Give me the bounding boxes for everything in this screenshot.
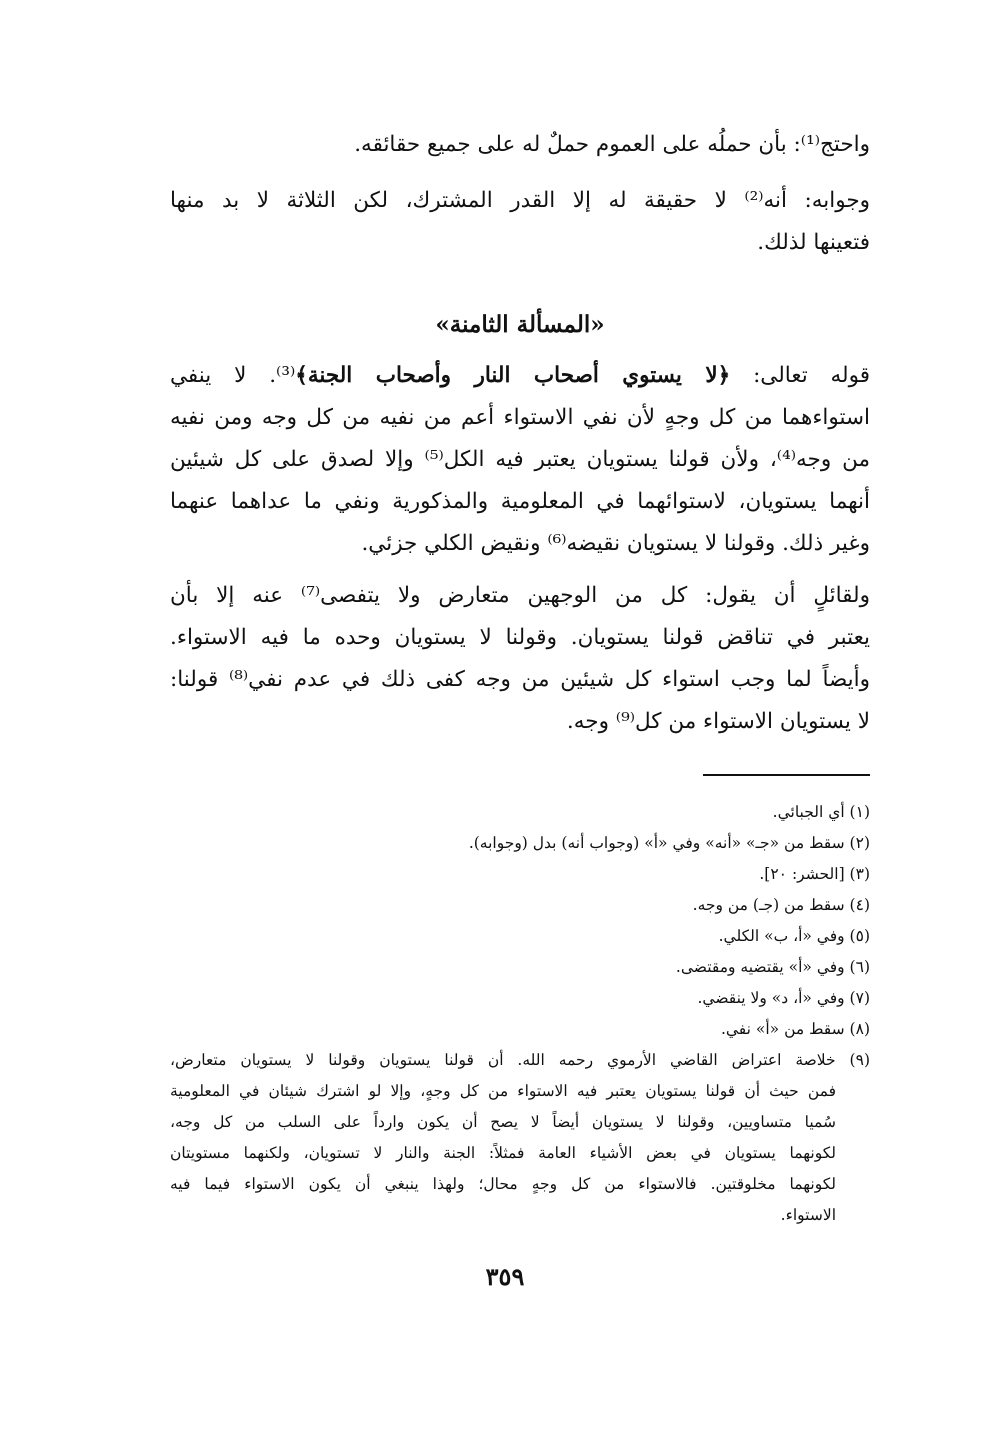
text-line: لا يستويان الاستواء من كل⁽⁹⁾ وجه.	[566, 709, 870, 734]
footnotes	[170, 797, 870, 1231]
footnote-6: (٦) وفي «أ» يقتضيه ومقتضى.	[675, 958, 870, 976]
quran-quote: ﴿لا يستوي أصحاب النار وأصحاب الجنة﴾	[295, 363, 731, 388]
text-line	[170, 355, 870, 397]
text-line: من وجه⁽⁴⁾، ولأن قولنا يستويان يعتبر فيه الكل⁽⁵⁾ وإلا لصدق على كل شيئين	[170, 447, 870, 472]
footnote-separator	[703, 774, 870, 776]
footnote-9-line: الاستواء.	[780, 1206, 836, 1224]
text-line: ولقائلٍ أن يقول: كل من الوجهين متعارض ولا يتفصى⁽⁷⁾ عنه إلا بأن	[170, 583, 870, 608]
page-number: ٣٥٩	[485, 1262, 525, 1291]
text-line: استواءهما من كل وجهٍ لأن نفي الاستواء أعم من نفيه من كل وجه ومن نفيه	[170, 405, 870, 430]
text-line: واحتج⁽¹⁾: بأن حملُه على العموم حملٌ له على جميع حقائقه.	[354, 132, 870, 157]
text-line: يعتبر في تناقض قولنا يستويان. وقولنا لا يستويان وحده ما فيه الاستواء.	[170, 625, 870, 650]
text-line: وجوابه: أنه⁽²⁾ لا حقيقة له إلا القدر المشترك، لكن الثلاثة لا بد منها	[170, 188, 870, 213]
footnote-3: (٣) [الحشر: ٢٠].	[759, 865, 870, 883]
footnote-7: (٧) وفي «أ، د» ولا ينقضي.	[697, 989, 870, 1007]
paragraph-rebuttal	[170, 575, 870, 743]
footnote-8: (٨) سقط من «أ» نفي.	[720, 1020, 870, 1038]
paragraph-verse	[170, 355, 870, 565]
footnote-9-line: فمن حيث أن قولنا يستويان يعتبر فيه الاستواء من كل وجهٍ، وإلا لو اشترك شيئان في المعلومية	[170, 1082, 836, 1100]
paragraph-objection	[170, 124, 870, 166]
text-line: وأيضاً لما وجب استواء كل شيئين من وجه كفى ذلك في عدم نفي⁽⁸⁾ قولنا:	[170, 667, 870, 692]
footnote-9-line: سُميا متساويين، وقولنا لا يستويان أيضاً لا يصح أن يكون وارداً على السلب من كل وجه،	[170, 1113, 836, 1131]
footnote-9-line: لكونهما يستويان في بعض الأشياء العامة فمثلاً: الجنة والنار لا تستويان، ولكنهما مستويتان	[170, 1144, 836, 1162]
text-line: فتعينها لذلك.	[757, 230, 870, 255]
verse-tail: ⁽³⁾. لا ينفي	[170, 363, 296, 388]
footnote-5: (٥) وفي «أ، ب» الكلي.	[718, 927, 870, 945]
paragraph-answer	[170, 180, 870, 264]
footnote-2: (٢) سقط من «جـ» «أنه» وفي «أ» (وجواب أنه) بدل (وجوابه).	[468, 834, 870, 852]
text-line: وغير ذلك. وقولنا لا يستويان نقيضه⁽⁶⁾ ونقيض الكلي جزئي.	[361, 531, 870, 556]
section-heading: «المسألة الثامنة»	[435, 311, 605, 338]
footnote-9-line: لكونهما مخلوقتين. فالاستواء من كل وجهٍ محال؛ ولهذا ينبغي أن يكون الاستواء فيما فيه	[170, 1175, 836, 1193]
footnote-4: (٤) سقط من (جـ) من وجه.	[692, 896, 870, 914]
footnote-1: (١) أي الجبائي.	[772, 803, 870, 821]
text-line: أنهما يستويان، لاستوائهما في المعلومية والمذكورية ونفي ما عداهما عنهما	[170, 489, 870, 514]
verse-lead: قوله تعالى:	[730, 363, 870, 388]
footnote-9: (٩) خلاصة اعتراض القاضي الأرموي رحمه الله. أن قولنا يستويان وقولنا لا يستويان متعارض،	[170, 1051, 870, 1069]
